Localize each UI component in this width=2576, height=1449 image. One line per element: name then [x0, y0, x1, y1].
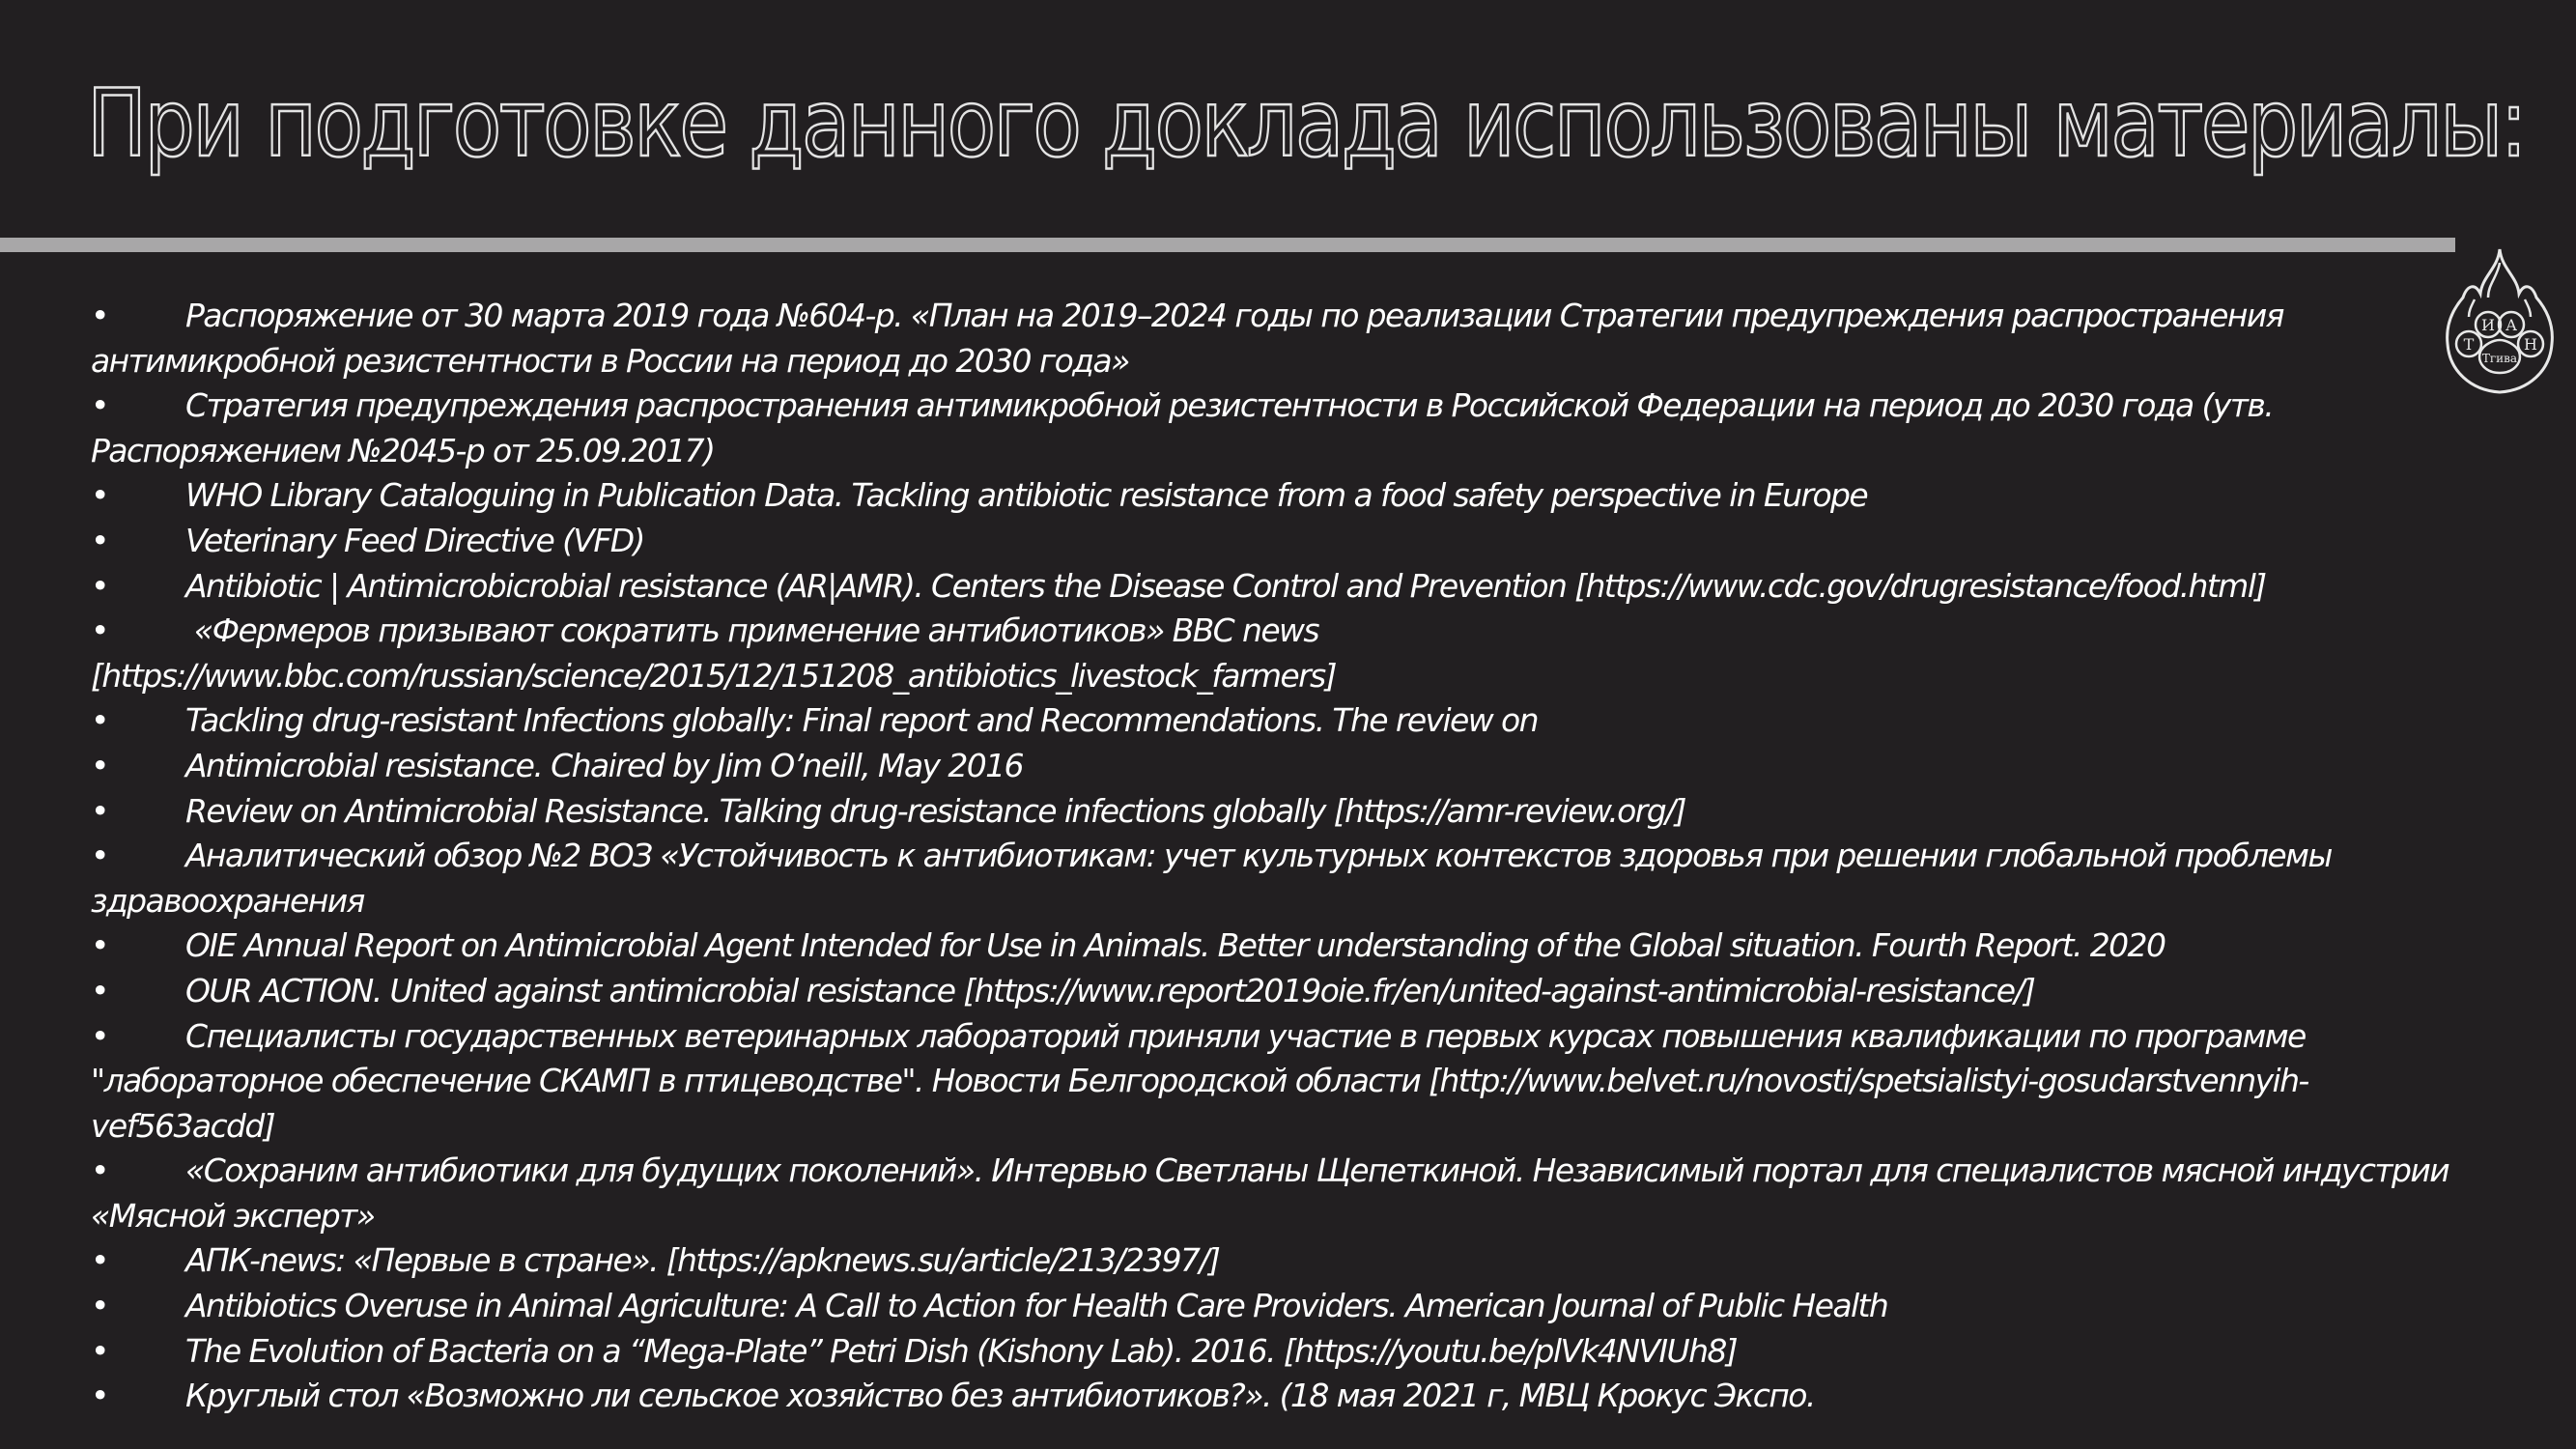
bullet: • [91, 701, 108, 740]
reference-item-10 [91, 834, 2486, 923]
reference-text: «Сохраним антибиотики для будущих поколений». Интервью Светланы Щепеткиной. Независимый портал для специалистов мясной индустрии «Мясной эксперт» [91, 1151, 2449, 1235]
reference-item-14 [91, 1149, 2486, 1238]
reference-item-8 [91, 744, 2486, 789]
reference-text: Antibiotics Overuse in Animal Agriculture: A Call to Action for Health Care Providers. American Journal of Public Health [185, 1287, 1888, 1325]
bullet: • [91, 837, 108, 875]
bullet: • [91, 971, 108, 1009]
reference-text: Antibiotic | Antimicrobicrobial resistance (AR|AMR). Centers the Disease Control and Prevention [https://www.cdc.gov/drugresistance/food.html] [185, 566, 2266, 605]
logo-letter-1: Т [2463, 335, 2475, 354]
reference-text: WHO Library Cataloguing in Publication Data. Tackling antibiotic resistance from a food safety perspective in Europe [185, 476, 1868, 515]
reference-item-7 [91, 698, 2486, 744]
logo-letter-4: Н [2524, 335, 2537, 354]
bullet: • [91, 566, 108, 605]
bullet: • [91, 791, 108, 830]
bullet: • [91, 611, 108, 650]
bullet: • [91, 521, 108, 559]
bullet: • [91, 1016, 108, 1055]
page-title: При подготовке данного доклада использованы материалы: [87, 70, 2525, 178]
reference-item-12 [91, 969, 2486, 1014]
bullet: • [91, 1331, 108, 1370]
reference-text: Antimicrobial resistance. Chaired by Jim O’neill, May 2016 [185, 746, 1023, 784]
reference-item-9 [91, 789, 2486, 835]
reference-text: Аналитический обзор №2 ВОЗ «Устойчивость к антибиотикам: учет культурных контекстов здоровья при решении глобальной проблемы здравоохранения [91, 837, 2332, 920]
reference-text: Специалисты государственных ветеринарных лабораторий приняли участие в первых курсах повышения квалификации по программе "лабораторное обеспечение СКАМП в птицеводстве". Новости Белгородской области [http://www.belvet.ru/novosti/spetsialistyi-gosudarstvennyih-vef563acdd] [91, 1016, 2308, 1145]
reference-text: Стратегия предупреждения распространения антимикробной резистентности в Российской Федерации на период до 2030 года (утв. Распоряжением №2045-р от 25.09.2017) [91, 386, 2274, 469]
reference-item-18 [91, 1374, 2486, 1419]
reference-text: Veterinary Feed Directive (VFD) [185, 521, 644, 559]
reference-text: Распоряжение от 30 марта 2019 года №604-р. «План на 2019–2024 годы по реализации Стратегии предупреждения распространения антимикробной резистентности в России на период до 2030 года» [91, 297, 2283, 380]
title-divider [0, 238, 2455, 252]
reference-text: «Фермеров призывают сократить применение антибиотиков» BBC news [https://www.bbc.com/russian/science/2015/12/151208_antibiotics_livestock_farmers] [91, 611, 1336, 695]
reference-text: OIE Annual Report on Antimicrobial Agent Intended for Use in Animals. Better understanding of the Global situation. Fourth Report. 2020 [185, 926, 2166, 965]
reference-text: OUR ACTION. United against antimicrobial resistance [https://www.report2019oie.fr/en/united-against-antimicrobial-resistance/] [185, 971, 2035, 1009]
reference-item-1 [91, 294, 2486, 384]
reference-item-6 [91, 609, 2486, 698]
reference-item-11 [91, 923, 2486, 969]
reference-item-15 [91, 1238, 2486, 1284]
reference-item-5 [91, 564, 2486, 610]
logo-letter-2: И [2481, 316, 2495, 334]
bullet: • [91, 476, 108, 515]
reference-text: The Evolution of Bacteria on a “Mega-Plate” Petri Dish (Kishony Lab). 2016. [https://youtu.be/plVk4NVIUh8] [185, 1331, 1738, 1370]
bullet: • [91, 1377, 108, 1415]
bullet: • [91, 926, 108, 965]
bullet: • [91, 746, 108, 784]
reference-list [91, 294, 2486, 1419]
reference-item-17 [91, 1329, 2486, 1375]
logo-caption: Тгива [2481, 352, 2518, 365]
reference-text: Review on Antimicrobial Resistance. Talking drug-resistance infections globally [https://amr-review.org/] [185, 791, 1685, 830]
reference-text: Круглый стол «Возможно ли сельское хозяйство без антибиотиков?». (18 мая 2021 г, МВЦ Крокус Экспо. [185, 1377, 1815, 1415]
reference-text: АПК-news: «Первые в стране». [https://apknews.su/article/213/2397/] [185, 1241, 1220, 1280]
reference-item-4 [91, 519, 2486, 564]
reference-text: Tackling drug-resistant Infections globally: Final report and Recommendations. The review on [185, 701, 1538, 740]
reference-item-2 [91, 384, 2486, 473]
logo-letter-3: А [2505, 316, 2518, 334]
reference-item-3 [91, 473, 2486, 519]
bullet: • [91, 297, 108, 334]
bullet: • [91, 1151, 108, 1190]
bullet: • [91, 1241, 108, 1280]
bullet: • [91, 386, 108, 425]
reference-item-13 [91, 1014, 2486, 1150]
reference-item-16 [91, 1284, 2486, 1329]
bullet: • [91, 1287, 108, 1325]
